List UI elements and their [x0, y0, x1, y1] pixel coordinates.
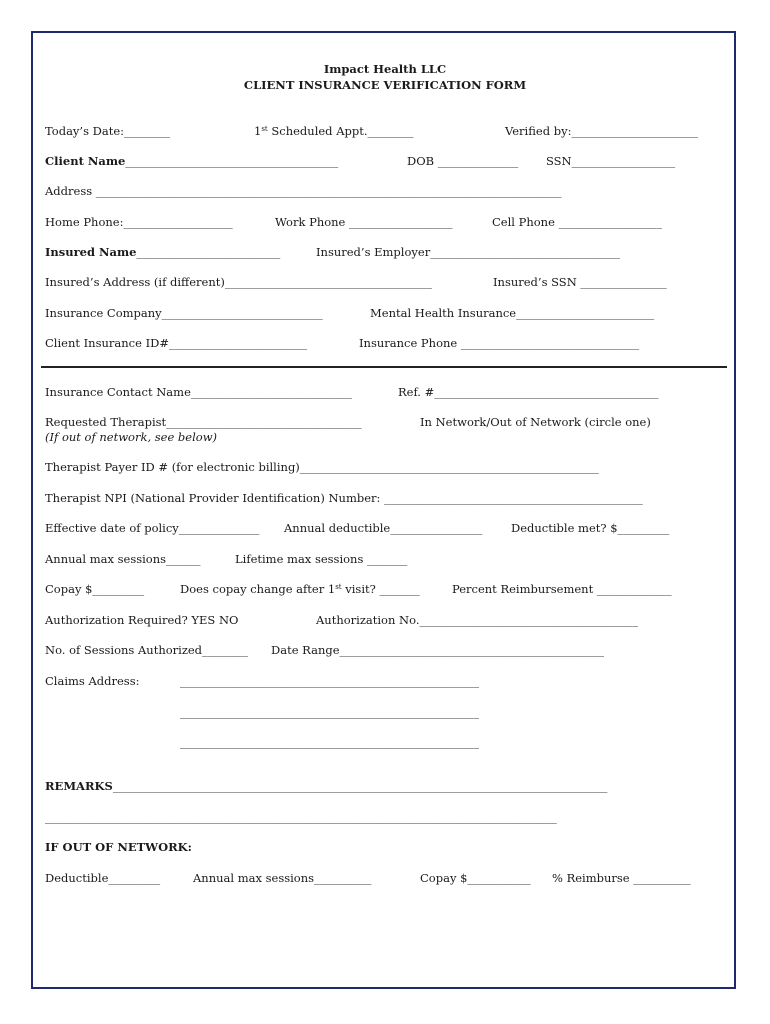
claims-address-label: Claims Address: — [45, 674, 140, 688]
mental-health-insurance-field[interactable]: Mental Health Insurance________________________ — [370, 306, 655, 320]
client-name-field[interactable] — [45, 154, 338, 168]
copay-change-label: Does copay change after 1 — [180, 582, 336, 596]
effective-date-field[interactable]: Effective date of policy______________ — [45, 521, 260, 535]
todays-date-field[interactable]: Today’s Date:________ — [45, 124, 171, 138]
remarks-label: REMARKS — [45, 779, 113, 793]
form-title: CLIENT INSURANCE VERIFICATION FORM — [243, 78, 527, 92]
company-name: Impact Health LLC — [323, 62, 447, 76]
remarks-field[interactable] — [45, 779, 607, 793]
annual-deductible-field[interactable]: Annual deductible________________ — [284, 521, 483, 535]
verified-by-field[interactable]: Verified by:______________________ — [505, 124, 698, 138]
client-insurance-id-field[interactable]: Client Insurance ID#________________________ — [45, 336, 307, 350]
client-name-label: Client Name — [45, 154, 126, 168]
first-scheduled-appt-field[interactable] — [254, 124, 414, 138]
dob-field[interactable]: DOB ______________ — [407, 154, 519, 168]
ssn-field[interactable]: SSN__________________ — [546, 154, 676, 168]
network-status-field[interactable]: In Network/Out of Network (circle one) — [420, 415, 651, 429]
deductible-met-field[interactable]: Deductible met? $_________ — [511, 521, 670, 535]
first-scheduled-label: Scheduled Appt.________ — [267, 124, 414, 138]
ref-number-field[interactable]: Ref. #_______________________________________ — [398, 385, 659, 399]
claims-address-line-2[interactable]: ____________________________________________________ — [180, 705, 479, 719]
insured-address-field[interactable]: Insured’s Address (if different)____________________________________ — [45, 275, 432, 289]
claims-address-line-3[interactable]: ____________________________________________________ — [180, 735, 479, 749]
out-of-network-note: (If out of network, see below) — [45, 430, 218, 444]
oon-copay-field[interactable]: Copay $___________ — [420, 871, 531, 885]
first-scheduled-sup: st — [261, 125, 268, 133]
authorization-number-field[interactable]: Authorization No.______________________________________ — [316, 613, 638, 627]
copay-change-sup: st — [335, 583, 342, 591]
insurance-phone-field[interactable]: Insurance Phone _______________________________ — [359, 336, 640, 350]
copay-change-field[interactable] — [180, 582, 420, 596]
insured-name-label: Insured Name — [45, 245, 137, 259]
remarks-line-2[interactable]: _________________________________________________________________________________________ — [45, 810, 557, 824]
address-field[interactable]: Address _________________________________________________________________________________ — [45, 184, 562, 198]
work-phone-field[interactable]: Work Phone __________________ — [275, 215, 453, 229]
insurance-contact-name-field[interactable]: Insurance Contact Name____________________________ — [45, 385, 352, 399]
oon-annual-max-field[interactable]: Annual max sessions__________ — [193, 871, 372, 885]
insured-name-line: _________________________ — [136, 245, 281, 259]
home-phone-field[interactable]: Home Phone:___________________ — [45, 215, 233, 229]
oon-deductible-field[interactable]: Deductible_________ — [45, 871, 161, 885]
authorization-required-field[interactable]: Authorization Required? YES NO — [45, 613, 239, 627]
insured-employer-field[interactable]: Insured’s Employer_________________________________ — [316, 245, 620, 259]
remarks-line: ______________________________________________________________________________________ — [112, 779, 608, 793]
annual-max-sessions-field[interactable]: Annual max sessions______ — [45, 552, 201, 566]
copay-field[interactable]: Copay $_________ — [45, 582, 145, 596]
therapist-npi-field[interactable]: Therapist NPI (National Provider Identification) Number: _____________________________________________ — [45, 491, 643, 505]
therapist-payer-id-field[interactable]: Therapist Payer ID # (for electronic billing)____________________________________________________ — [45, 460, 599, 474]
date-range-field[interactable]: Date Range______________________________________________ — [271, 643, 605, 657]
lifetime-max-sessions-field[interactable]: Lifetime max sessions _______ — [235, 552, 408, 566]
percent-reimbursement-field[interactable]: Percent Reimbursement _____________ — [452, 582, 672, 596]
client-name-line: _____________________________________ — [125, 154, 339, 168]
sessions-authorized-field[interactable]: No. of Sessions Authorized________ — [45, 643, 249, 657]
insured-ssn-field[interactable]: Insured’s SSN _______________ — [493, 275, 667, 289]
out-of-network-heading: IF OUT OF NETWORK: — [45, 840, 192, 854]
cell-phone-field[interactable]: Cell Phone __________________ — [492, 215, 663, 229]
oon-reimburse-field[interactable]: % Reimburse __________ — [552, 871, 691, 885]
insured-name-field[interactable] — [45, 245, 280, 259]
section-divider — [41, 366, 727, 368]
copay-change-line: visit? _______ — [341, 582, 420, 596]
claims-address-line-1[interactable]: ____________________________________________________ — [180, 674, 479, 688]
insurance-company-field[interactable]: Insurance Company____________________________ — [45, 306, 323, 320]
requested-therapist-field[interactable]: Requested Therapist__________________________________ — [45, 415, 362, 429]
first-scheduled-num: 1 — [254, 124, 262, 138]
